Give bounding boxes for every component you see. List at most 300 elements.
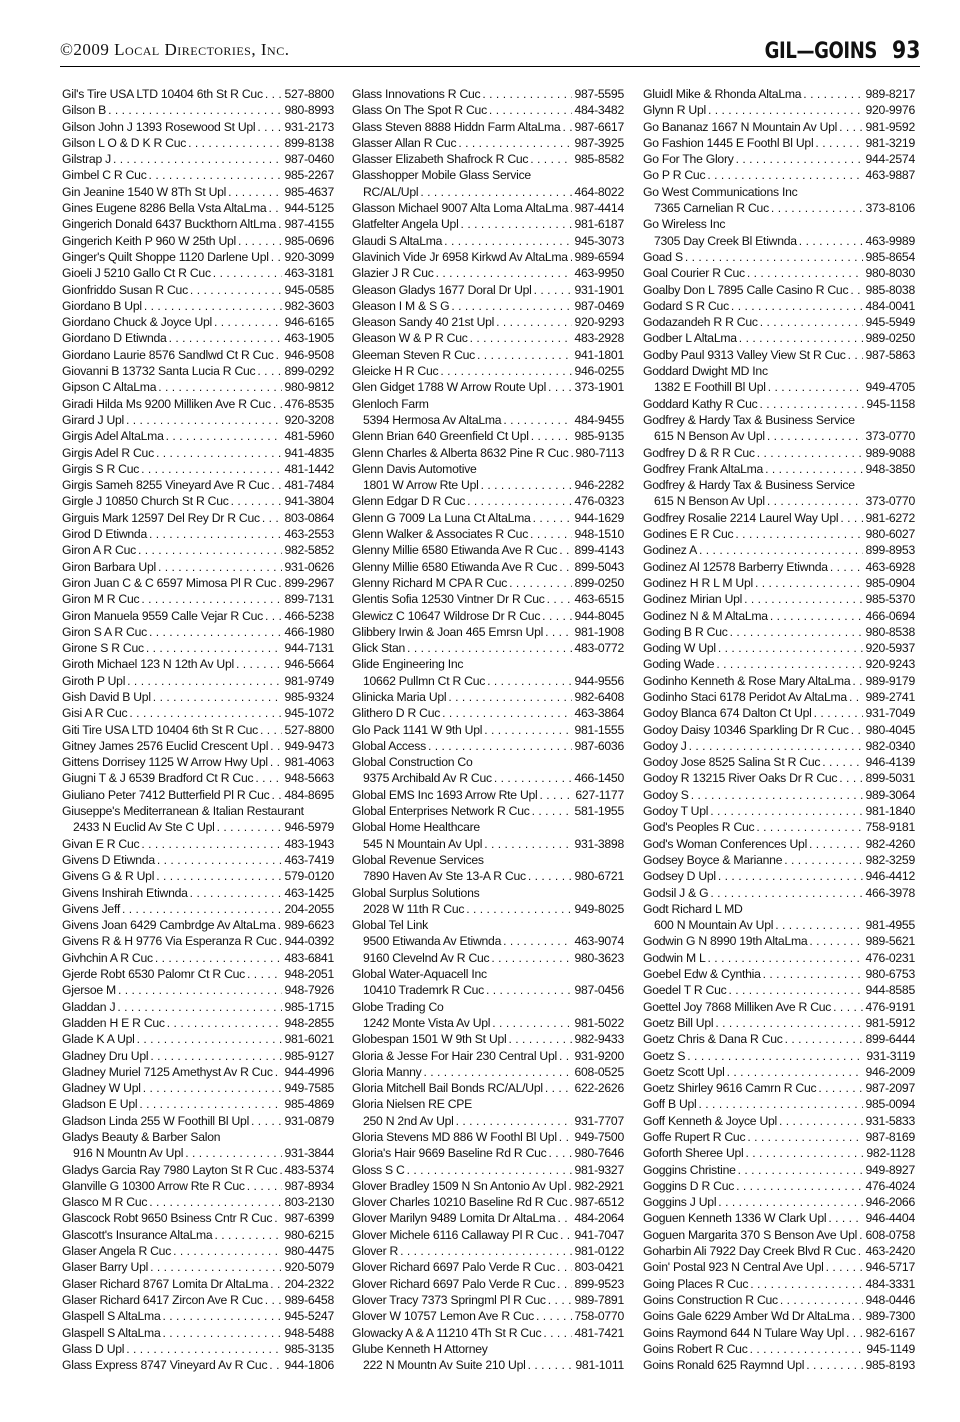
listing-phone: 899-7131: [284, 592, 334, 607]
listing-name: Givens G & R Upl: [62, 869, 155, 884]
dot-leader: [477, 347, 572, 363]
listing-name: Global Water-Aquacell Inc: [352, 967, 487, 982]
listing-phone: 989-7300: [865, 1309, 915, 1324]
listing-phone: 931-0626: [284, 559, 334, 574]
listing-phone: 980-7113: [575, 445, 624, 460]
dot-leader: [279, 933, 283, 949]
listing-entry: [352, 624, 624, 640]
listing-phone: 989-7891: [574, 1292, 624, 1307]
listing-name: Godazandeh R R Cuc: [643, 315, 758, 330]
listing-name: Glover W 10757 Lemon Ave R Cuc: [352, 1309, 534, 1324]
listing-entry: [352, 1162, 624, 1178]
listing-phone: 987-4414: [574, 201, 624, 216]
dot-leader: [461, 216, 573, 232]
dot-leader: [270, 738, 282, 754]
dot-leader: [139, 1096, 282, 1112]
listing-name: Glasser Elizabeth Shafrock R Cuc: [352, 152, 529, 167]
listing-name: Godfrey & Hardy Tax & Business Service: [643, 412, 855, 427]
dot-leader: [852, 1308, 864, 1324]
dot-leader: [158, 379, 282, 395]
dot-leader: [828, 1210, 863, 1226]
dot-leader: [247, 966, 282, 982]
listing-phone: 946-4404: [865, 1211, 915, 1226]
listing-entry: [62, 770, 334, 786]
listing-entry: [62, 1243, 334, 1259]
listing-name: Godinez Al 12578 Barberry Etiwnda: [643, 559, 828, 574]
listing-entry: [62, 184, 334, 200]
publisher-copyright: ©2009 Local Directories, Inc.: [60, 40, 290, 59]
listing-phone: 949-8927: [865, 1162, 915, 1177]
listing-name: Glass Steven 8888 Hiddn Farm AltaLma: [352, 119, 561, 134]
listing-phone: 946-2009: [865, 1064, 915, 1079]
listing-name: Global Enterprises Network R Cuc: [352, 804, 530, 819]
listing-phone: 941-1801: [574, 347, 624, 362]
listing-name: Gish David B Upl: [62, 689, 151, 704]
listing-phone: 466-1450: [574, 771, 624, 786]
dot-leader: [156, 868, 282, 884]
listing-phone: 981-0122: [574, 1244, 624, 1259]
listing-name: Giuseppe's Mediterranean & Italian Restaurant: [62, 804, 304, 819]
listing-entry: [643, 1210, 915, 1226]
dot-leader: [744, 591, 863, 607]
listing-entry: [352, 1096, 624, 1112]
listing-phone: 463-2553: [284, 527, 334, 542]
dot-leader: [710, 885, 863, 901]
dot-leader: [157, 852, 283, 868]
listing-name: Glasco M R Cuc: [62, 1195, 148, 1210]
dot-leader: [118, 982, 283, 998]
listing-name: Glass Express 8747 Vineyard Av R Cuc: [62, 1358, 268, 1373]
dot-leader: [533, 510, 573, 526]
listing-name: Givhchin A R Cuc: [62, 950, 153, 965]
listing-phone: 987-0469: [574, 298, 624, 313]
listing-phone: 463-1905: [284, 331, 334, 346]
listing-phone: 982-4260: [865, 836, 915, 851]
listing-name: Global Revenue Services: [352, 852, 484, 867]
listing-name: Glass On The Spot R Cuc: [352, 103, 487, 118]
dot-leader: [509, 1031, 573, 1047]
listing-name: Godinho Kenneth & Rose Mary AltaLma: [643, 673, 851, 688]
listing-phone: 484-8695: [284, 787, 334, 802]
dot-leader: [494, 770, 573, 786]
dot-leader: [214, 314, 283, 330]
listing-entry: [62, 1308, 334, 1324]
listing-name: Glass Innovations R Cuc: [352, 87, 481, 101]
listing-entry: [643, 1357, 915, 1373]
dot-leader: [530, 526, 572, 542]
listing-phone: 483-0772: [574, 641, 624, 656]
listing-phone: 982-1128: [866, 1146, 915, 1161]
listing-entry: [62, 445, 334, 461]
listing-name: Gladson Linda 255 W Foothill Bl Upl: [62, 1113, 250, 1128]
listing-name: Gloria & Jesse For Hair 230 Central Upl: [352, 1048, 557, 1063]
dot-leader: [166, 428, 283, 444]
listing-name: Glanville G 10300 Arrow Rte R Cuc: [62, 1178, 245, 1193]
listing-name: Goding W Upl: [643, 641, 716, 656]
listing-entry: [643, 298, 915, 314]
listing-phone: 985-0696: [284, 233, 334, 248]
listing-name: Girgle J 10850 Church St R Cuc: [62, 494, 229, 509]
listing-name: Girgis S R Cuc: [62, 461, 140, 476]
dot-leader: [279, 1162, 282, 1178]
dot-leader: [536, 1308, 573, 1324]
dot-leader: [822, 754, 863, 770]
listing-entry: [62, 135, 334, 151]
listing-entry: [62, 119, 334, 135]
listing-entry: [62, 1162, 334, 1178]
listing-phone: 949-8025: [574, 901, 624, 916]
listing-phone: 481-1442: [284, 461, 334, 476]
dot-leader: [718, 868, 864, 884]
dot-leader: [236, 656, 283, 672]
listing-name: Glewicz C 10647 Wildrose Dr R Cuc: [352, 608, 541, 623]
listing-name: Goforth Sheree Upl: [643, 1146, 744, 1161]
listing-name: Gines Eugene 8286 Bella Vsta AltaLma: [62, 201, 267, 216]
listing-entry: [352, 608, 624, 624]
dot-leader: [407, 1162, 573, 1178]
listing-phone: 463-9887: [865, 168, 915, 183]
listing-name: Glover Charles 10210 Baseline Rd R Cuc: [352, 1195, 568, 1210]
listing-name: Gluidl Mike & Rhonda AltaLma: [643, 87, 802, 101]
listing-entry: [352, 363, 624, 379]
dot-leader: [785, 1031, 864, 1047]
listing-name: Glenny Millie 6580 Etiwanda Ave R Cuc: [352, 543, 558, 558]
listing-entry: [352, 852, 624, 868]
dot-leader: [214, 1227, 282, 1243]
listing-phone: 980-6027: [865, 527, 915, 542]
listing-entry: [352, 379, 624, 395]
listing-entry: [62, 1178, 334, 1194]
dot-leader: [770, 608, 864, 624]
listing-phone: 980-6753: [865, 967, 915, 982]
listing-phone: 987-4155: [284, 217, 334, 232]
listing-phone: 945-5949: [865, 315, 915, 330]
listing-name: Glover Richard 6697 Palo Verde R Cuc: [352, 1260, 556, 1275]
listing-entry: [643, 102, 915, 118]
listing-phone: 484-3331: [865, 1276, 915, 1291]
dot-leader: [108, 102, 282, 118]
listing-entry: [352, 1243, 624, 1259]
listing-name: Goguen Margarita 370 S Benson Ave Upl: [643, 1227, 858, 1242]
listing-name: Glover Tracy 7373 Springml Pl R Cuc: [352, 1292, 546, 1307]
listing-entry: [643, 1227, 915, 1243]
listing-name: Godsil J & G: [643, 885, 709, 900]
listing-phone: 948-7926: [284, 983, 334, 998]
listing-column-2: [352, 86, 624, 1373]
listing-entry: [62, 787, 334, 803]
listing-entry: [352, 673, 624, 689]
dot-leader: [756, 819, 863, 835]
dot-leader: [491, 950, 572, 966]
listing-name: Gladney Dru Upl: [62, 1048, 149, 1063]
listing-phone: 204-2055: [284, 901, 334, 916]
listing-phone: 980-3623: [574, 950, 624, 965]
listing-entry: [643, 200, 915, 216]
dot-leader: [708, 950, 864, 966]
listing-entry: [643, 999, 915, 1015]
dot-leader: [839, 119, 863, 135]
listing-entry: [643, 1015, 915, 1031]
listing-name: Goins Robert R Cuc: [643, 1341, 748, 1356]
dot-leader: [150, 1048, 282, 1064]
listing-phone: 945-5247: [284, 1309, 334, 1324]
listing-entry: [643, 1064, 915, 1080]
listing-phone: 899-8138: [284, 135, 334, 150]
dot-leader: [484, 836, 572, 852]
listing-phone: 980-8030: [865, 266, 915, 281]
listing-entry: [643, 836, 915, 852]
listing-phone: 899-5043: [574, 559, 624, 574]
listing-name: Godinho Staci 6178 Peridot Av AltaLma: [643, 689, 847, 704]
listing-entry: [643, 135, 915, 151]
listing-name: Goguen Kenneth 1336 W Clark Upl: [643, 1211, 827, 1226]
listing-entry: [352, 1129, 624, 1145]
listing-name: Givens Inshirah Etiwnda: [62, 885, 188, 900]
listing-name: Giti Tire USA LTD 10404 6th St R Cuc: [62, 722, 259, 737]
dot-leader: [767, 428, 864, 444]
dot-leader: [545, 1080, 573, 1096]
listing-entry: [352, 265, 624, 281]
listing-name: Glenny Richard M CPA R Cuc: [352, 575, 508, 590]
dot-leader: [273, 396, 283, 412]
listing-entry: [62, 330, 334, 346]
listing-entry: [352, 200, 624, 216]
listing-entry: [352, 982, 624, 998]
listing-name: Glenn G 7009 La Luna Ct AltaLma: [352, 510, 531, 525]
dot-leader: [846, 1325, 863, 1341]
listing-phone: 931-7707: [574, 1113, 624, 1128]
listing-name: Godwin G N 8990 19th AltaLma: [643, 934, 808, 949]
listing-name: 1382 E Foothill Bl Upl: [654, 380, 766, 395]
listing-entry: [643, 787, 915, 803]
listing-phone: 204-2322: [284, 1276, 334, 1291]
dot-leader: [260, 722, 282, 738]
listing-entry: [643, 151, 915, 167]
dot-leader: [685, 249, 864, 265]
listing-name: 2028 W 11th R Cuc: [363, 901, 465, 916]
dot-leader: [775, 917, 863, 933]
dot-leader: [727, 1064, 864, 1080]
listing-name: Glaser Richard 8767 Lomita Dr AltaLma: [62, 1276, 269, 1291]
listing-phone: 463-2420: [865, 1244, 915, 1259]
listing-entry: [62, 738, 334, 754]
dot-leader: [407, 640, 572, 656]
dot-leader: [699, 542, 863, 558]
listing-name: Goins Ronald 625 Raymnd Upl: [643, 1358, 805, 1373]
listing-entry: [643, 119, 915, 135]
listing-entry: [352, 787, 624, 803]
listing-name: Giradi Hilda Ms 9200 Milliken Ave R Cuc: [62, 396, 271, 411]
listing-column-1: [62, 86, 334, 1373]
listing-phone: 946-4139: [865, 755, 915, 770]
listing-phone: 945-3073: [574, 233, 624, 248]
listing-phone: 989-6623: [284, 918, 334, 933]
listing-name: Gingerich Keith P 960 W 25th Upl: [62, 233, 237, 248]
listing-entry: [352, 1292, 624, 1308]
dot-leader: [400, 1243, 572, 1259]
listing-phone: 803-2130: [284, 1195, 334, 1210]
listing-phone: 987-0456: [574, 983, 624, 998]
dot-leader: [509, 575, 572, 591]
listing-phone: 982-5852: [284, 543, 334, 558]
listing-name: 5394 Hermosa Av AltaLma: [363, 412, 502, 427]
dot-leader: [839, 770, 863, 786]
dot-leader: [735, 526, 863, 542]
listing-name: Giron Juan C & C 6597 Mimosa Pl R Cuc: [62, 575, 277, 590]
listing-name: Givens D Etiwnda: [62, 852, 155, 867]
dot-leader: [779, 1113, 863, 1129]
listing-name: Gleicke H R Cuc: [352, 364, 439, 379]
dot-leader: [167, 1015, 283, 1031]
dot-leader: [275, 1064, 283, 1080]
listing-entry: [352, 933, 624, 949]
listing-name: Girgis Adel R Cuc: [62, 445, 154, 460]
dot-leader: [830, 559, 864, 575]
listing-entry: [643, 933, 915, 949]
listing-entry: [643, 803, 915, 819]
listing-phone: 987-0460: [284, 152, 334, 167]
listing-phone: 987-3925: [574, 135, 624, 150]
listing-name: 7365 Carnelian R Cuc: [654, 201, 769, 216]
listing-entry: [643, 445, 915, 461]
listing-name: 1801 W Arrow Rte Upl: [363, 478, 479, 493]
listing-name: Giugni T & J 6539 Bradford Ct R Cuc: [62, 771, 254, 786]
dot-leader: [228, 184, 282, 200]
listing-name: Goddard Kathy R Cuc: [643, 396, 758, 411]
listing-entry: [352, 1080, 624, 1096]
listing-name: Godfrey Frank AltaLma: [643, 461, 764, 476]
dot-leader: [848, 347, 864, 363]
listing-entry: [352, 216, 624, 232]
listing-phone: 985-4869: [284, 1097, 334, 1112]
listing-phone: 931-1901: [574, 282, 624, 297]
listing-phone: 920-9243: [865, 657, 915, 672]
dot-leader: [503, 933, 572, 949]
listing-phone: 931-3844: [284, 1146, 334, 1161]
listing-phone: 982-3259: [865, 852, 915, 867]
listing-name: Globe Trading Co: [352, 999, 444, 1014]
listing-entry: [62, 379, 334, 395]
listing-entry: [62, 1357, 334, 1373]
dot-leader: [557, 1276, 572, 1292]
listing-phone: 948-5663: [284, 771, 334, 786]
dot-leader: [238, 233, 282, 249]
listing-name: Glithero D R Cuc: [352, 706, 441, 721]
dot-leader: [113, 151, 283, 167]
listing-name: Glide Engineering Inc: [352, 657, 464, 672]
listing-phone: 463-9950: [574, 266, 624, 281]
listing-entry: [643, 1194, 915, 1210]
dot-leader: [153, 689, 283, 705]
listing-entry: [643, 770, 915, 786]
listing-entry: [62, 396, 334, 412]
dot-leader: [456, 1113, 573, 1129]
dot-leader: [569, 1194, 572, 1210]
listing-name: Gladney W Upl: [62, 1081, 141, 1096]
listing-phone: 481-5960: [284, 429, 334, 444]
listing-entry: [643, 1113, 915, 1129]
listing-phone: 463-1425: [284, 885, 334, 900]
listing-entry: [643, 363, 915, 379]
listing-name: Godfrey D & R R Cuc: [643, 445, 755, 460]
listing-name: Giron S A R Cuc: [62, 624, 147, 639]
listing-phone: 483-1943: [284, 836, 334, 851]
listing-phone: 476-8535: [284, 396, 334, 411]
listing-phone: 803-0421: [574, 1260, 624, 1275]
listing-name: Goin' Postal 923 N Central Ave Upl: [643, 1260, 824, 1275]
dot-leader: [691, 787, 864, 803]
listing-phone: 946-4412: [865, 869, 915, 884]
listing-entry: [643, 396, 915, 412]
listing-name: Glasser Allan R Cuc: [352, 135, 457, 150]
listing-name: Goal Courier R Cuc: [643, 266, 745, 281]
page-number: 93: [891, 36, 920, 64]
listing-entry: [352, 282, 624, 298]
listing-name: Goetz Scott Upl: [643, 1064, 725, 1079]
listing-entry: [352, 347, 624, 363]
dot-leader: [858, 1243, 864, 1259]
dot-leader: [126, 412, 282, 428]
listing-name: Go P R Cuc: [643, 168, 706, 183]
header-right: [740, 36, 920, 64]
listing-name: Glo Pack 1141 W 9th Upl: [352, 722, 483, 737]
listing-entry: [643, 1096, 915, 1112]
dot-leader: [747, 265, 864, 281]
dot-leader: [559, 1048, 573, 1064]
listing-entry: [643, 917, 915, 933]
dot-leader: [833, 999, 863, 1015]
dot-leader: [428, 738, 573, 754]
dot-leader: [185, 1145, 282, 1161]
dot-leader: [739, 330, 864, 346]
listing-name: Giordano D Etiwnda: [62, 331, 167, 346]
listing-name: Godoy T Upl: [643, 804, 709, 819]
dot-leader: [262, 510, 283, 526]
listing-name: Gioeli J 5210 Gallo Ct R Cuc: [62, 266, 211, 281]
listing-name: Gladney Muriel 7125 Amethyst Av R Cuc: [62, 1064, 273, 1079]
listing-name: Glade K A Upl: [62, 1032, 135, 1047]
listing-entry: [352, 445, 624, 461]
dot-leader: [265, 1292, 283, 1308]
listing-name: Gloria Stevens MD 886 W Foothl Bl Upl: [352, 1130, 557, 1144]
listing-phone: 899-2967: [284, 575, 334, 590]
listing-entry: [62, 575, 334, 591]
listing-name: Goddard Dwight MD Inc: [643, 364, 768, 379]
dot-leader: [458, 135, 572, 151]
listing-entry: [643, 852, 915, 868]
dot-leader: [173, 1243, 282, 1259]
listing-entry: [643, 167, 915, 183]
listing-phone: 899-6444: [865, 1032, 915, 1047]
dot-leader: [162, 1325, 282, 1341]
listing-phone: 941-3804: [284, 494, 334, 509]
listing-entry: [62, 868, 334, 884]
listing-name: Gladden H E R Cuc: [62, 1015, 165, 1030]
listing-entry: [352, 330, 624, 346]
dot-leader: [270, 1276, 282, 1292]
dot-leader: [731, 298, 864, 314]
listing-name: Gilson John J 1393 Rosewood St Upl: [62, 119, 256, 134]
listing-entry: [643, 1048, 915, 1064]
listing-name: Girone S R Cuc: [62, 641, 144, 656]
listing-entry: [643, 412, 915, 428]
dot-leader: [274, 1210, 282, 1226]
listing-name: 615 N Benson Av Upl: [654, 429, 765, 444]
listing-entry: [62, 640, 334, 656]
listing-phone: 466-0694: [865, 608, 915, 623]
listing-phone: 985-4637: [284, 184, 334, 199]
dot-leader: [539, 787, 573, 803]
